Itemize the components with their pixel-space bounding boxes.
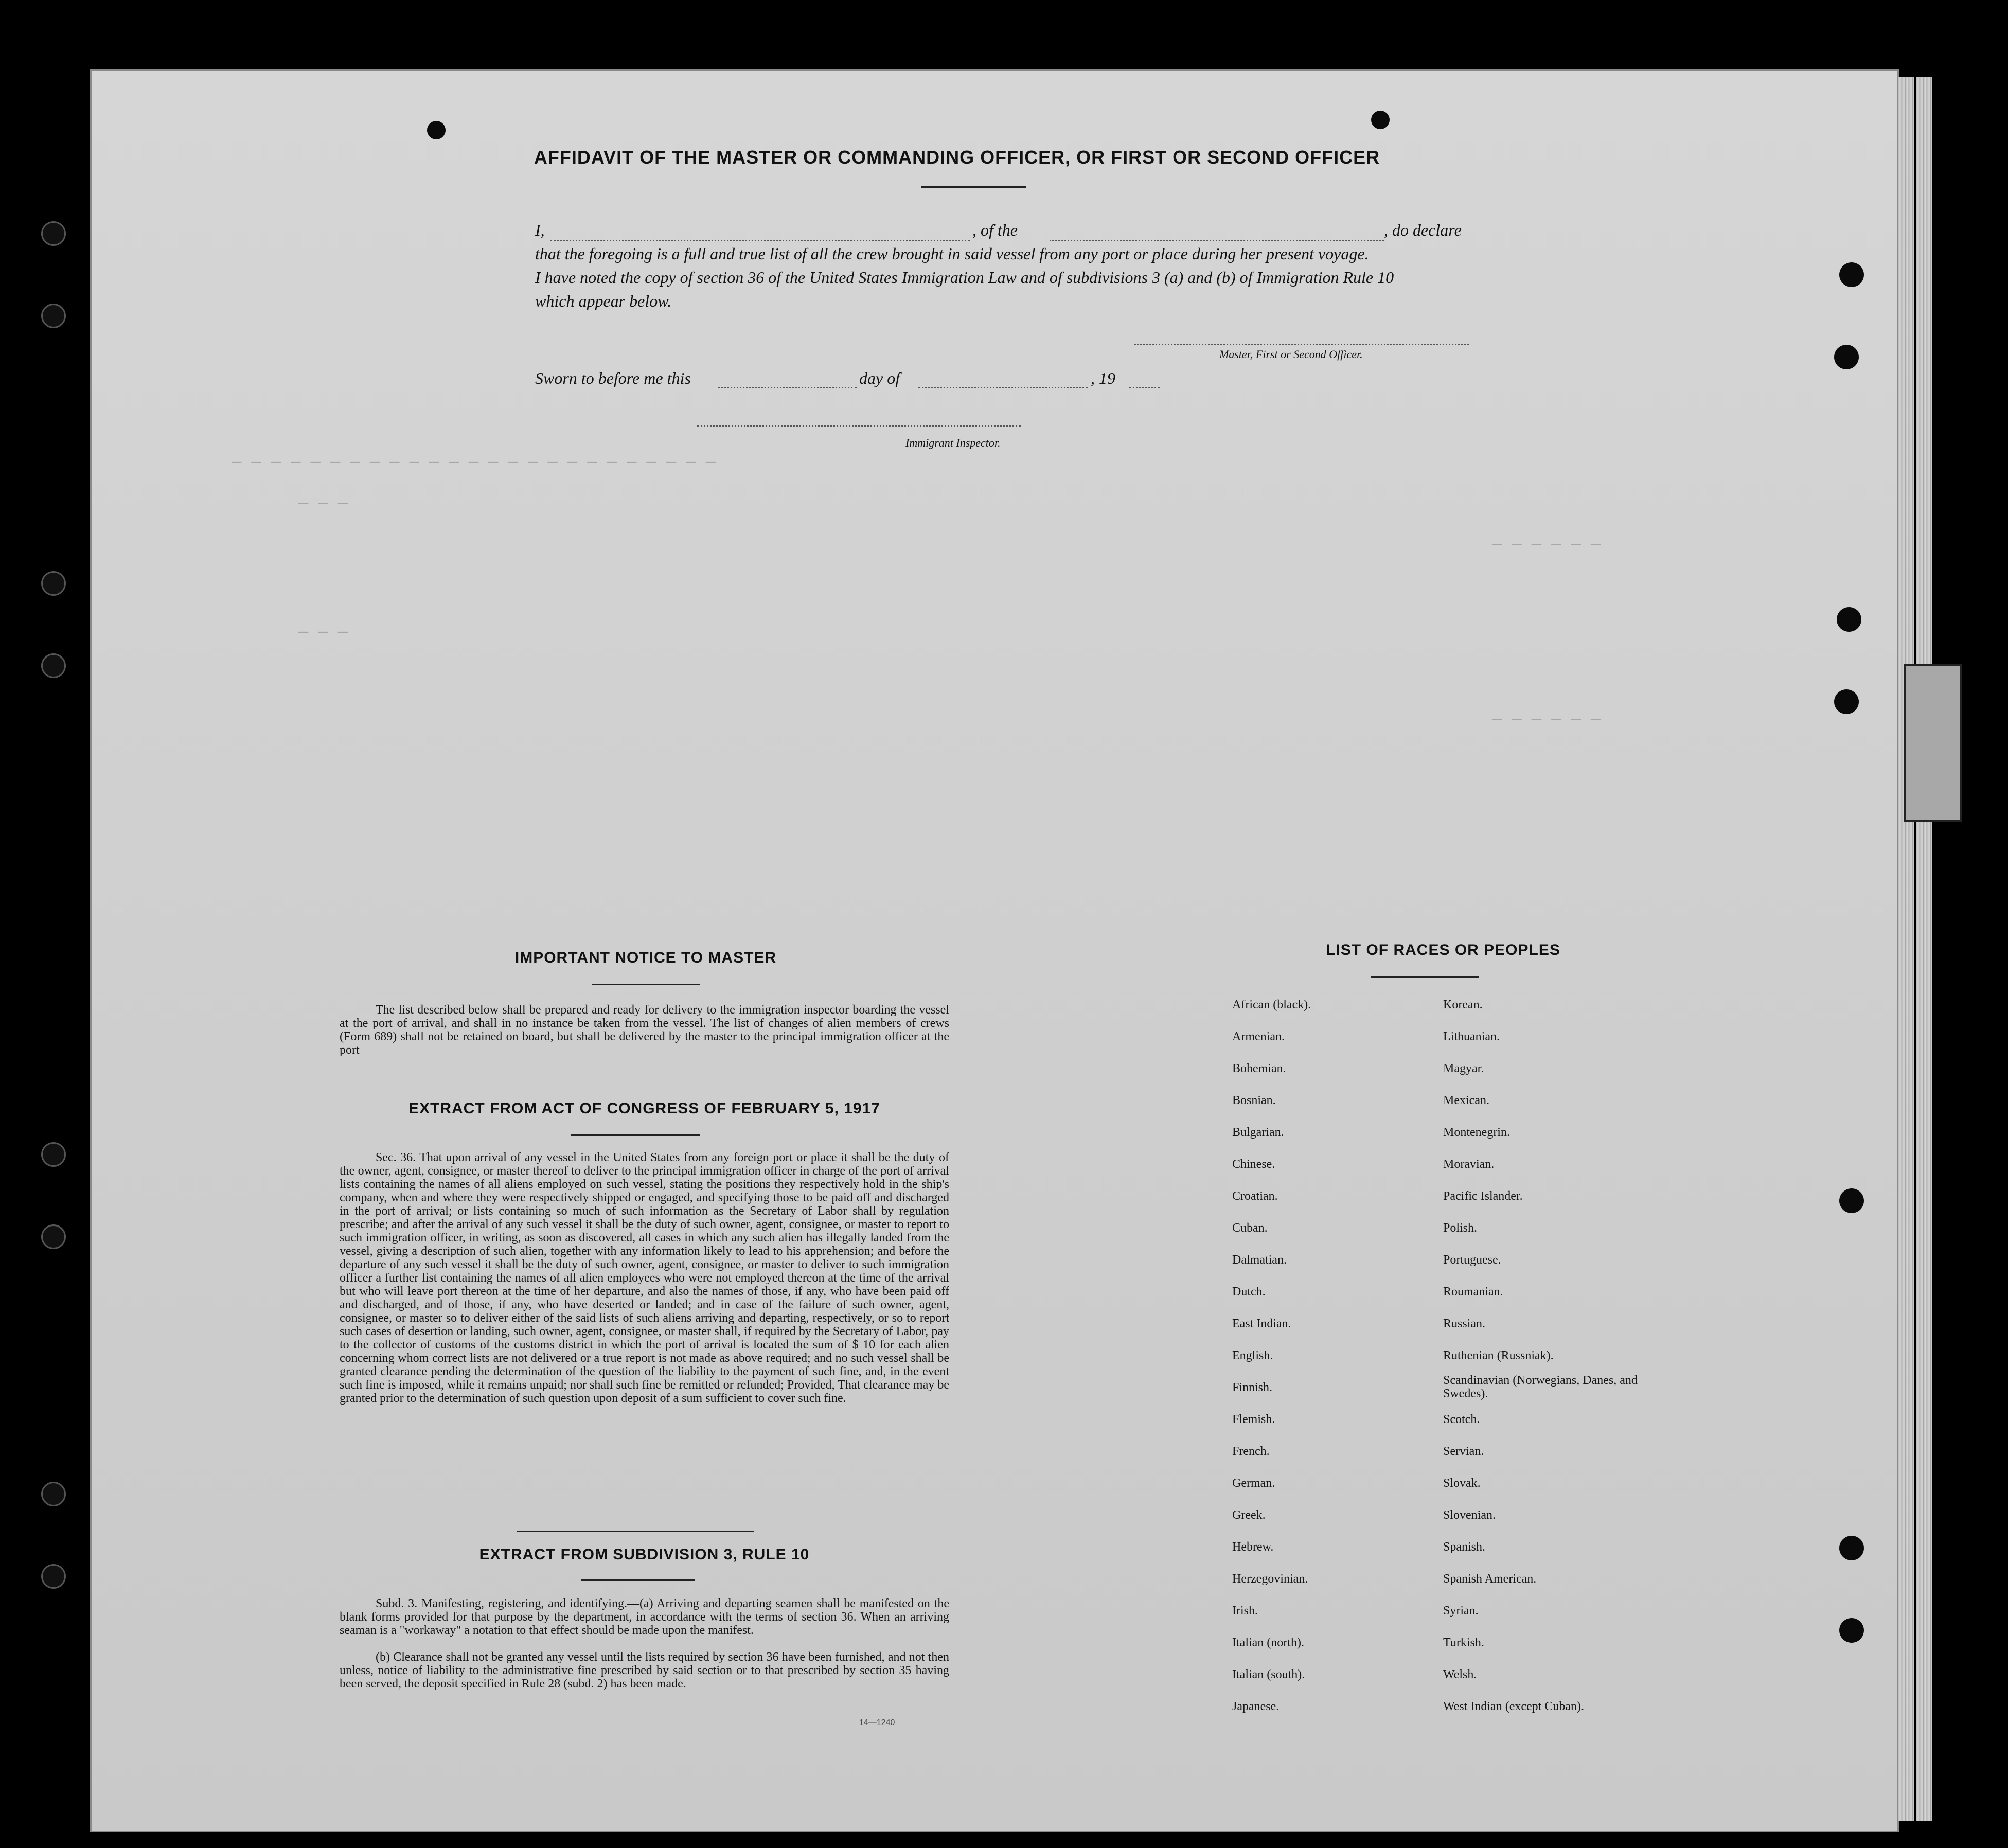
sworn-month-field[interactable] xyxy=(918,387,1088,388)
races-title: LIST OF RACES OR PEOPLES xyxy=(1326,941,1560,958)
race-item: Hebrew. xyxy=(1232,1540,1274,1554)
punch-hole xyxy=(1834,689,1859,714)
bleed-through: — — — — — — xyxy=(1492,535,1601,554)
affidavit-title: AFFIDAVIT OF THE MASTER OR COMMANDING OFFICER, OR FIRST OR SECOND OFFICER xyxy=(534,147,1380,168)
race-item: Bosnian. xyxy=(1232,1094,1276,1107)
punch-hole xyxy=(1839,1536,1864,1560)
binder-hole xyxy=(41,304,66,328)
race-item: Herzegovinian. xyxy=(1232,1572,1308,1586)
race-item: French. xyxy=(1232,1445,1270,1458)
index-tab xyxy=(1904,664,1962,822)
race-item: Welsh. xyxy=(1443,1668,1477,1681)
race-item: Polish. xyxy=(1443,1221,1478,1235)
race-item: Scandinavian (Norwegians, Danes, and Swedes). xyxy=(1443,1374,1638,1400)
race-item: Mexican. xyxy=(1443,1094,1489,1107)
rule-title-rule xyxy=(581,1579,695,1581)
race-item: Flemish. xyxy=(1232,1413,1275,1426)
affidavit-text-line3: I have noted the copy of section 36 of the United States Immigration Law and of subdivisions 3 (a) and (b) of Immigration Rule 10 xyxy=(535,268,1394,287)
race-item: Dutch. xyxy=(1232,1285,1266,1299)
page-edge-right-2 xyxy=(1916,77,1932,1821)
year-text: , 19 xyxy=(1091,369,1115,387)
punch-hole xyxy=(1839,1188,1864,1213)
races-rule xyxy=(1371,976,1479,978)
race-item: Slovak. xyxy=(1443,1477,1481,1490)
race-item: Servian. xyxy=(1443,1445,1484,1458)
race-item: Korean. xyxy=(1443,998,1483,1011)
binder-hole xyxy=(41,1482,66,1506)
race-item: Spanish American. xyxy=(1443,1572,1537,1586)
race-item: Chinese. xyxy=(1232,1158,1275,1171)
binder-hole xyxy=(41,221,66,246)
race-item: English. xyxy=(1232,1349,1273,1362)
race-item: Slovenian. xyxy=(1443,1508,1496,1522)
punch-hole xyxy=(427,121,446,139)
race-item: Bulgarian. xyxy=(1232,1126,1284,1139)
race-item: Bohemian. xyxy=(1232,1062,1286,1075)
affidavit-of-the: , of the xyxy=(972,221,1018,239)
inspector-signature-field[interactable] xyxy=(697,425,1021,427)
punch-hole xyxy=(1834,345,1859,369)
binder-hole xyxy=(41,1564,66,1589)
binder-hole xyxy=(41,1142,66,1167)
race-item: Cuban. xyxy=(1232,1221,1268,1235)
race-item: Spanish. xyxy=(1443,1540,1486,1554)
day-of-text: day of xyxy=(859,369,900,387)
signature-caption: Master, First or Second Officer. xyxy=(1219,348,1363,361)
act-text: Sec. 36. That upon arrival of any vessel in the United States from any foreign port or place it shall be the duty of the owner, agent, consignee, or master thereof to deliver to the principal immigration officer in charge of the port of arrival lists containing the names of all aliens employed on such vessel, stating the positions they respectively hold in the ship's company, when and where they were respectively shipped or engaged, and specifying those to be paid off and discharged in the port of arrival; or lists containing so much of such information as the Secretary of Labor shall by regulation prescribe; and after the arrival of any such vessel it shall be the duty of such owner, agent, consignee, or master to report to such immigration officer, in writing, as soon as discovered, all cases in which any such alien has illegally landed from the vessel, giving a description of such alien, together with any information likely to lead to his apprehension; and before the departure of any such vessel it shall be the duty of such owner, agent, consignee, or master to deliver to such immigration officer a further list containing the names of all alien employees who were not employed thereon at the time of the arrival but who will leave port thereon at the time of her departure, and also the names of those, if any, who have been paid off and discharged, and of those, if any, who have deserted or landed; and in case of the failure of such owner, agent, consignee, or master so to deliver either of the said lists of such aliens arriving and departing, respectively, or so to report such cases of desertion or landing, such owner, agent, consignee, or master shall, if required by the Secretary of Labor, pay to the collector of customs of the customs district in which the port of arrival is located the sum of $ 10 for each alien concerning whom correct lists are not delivered or a true report is not made as above required; and no such vessel shall be granted clearance pending the determination of the question of the liability to the payment of such fine, and, in the event such fine is imposed, while it remains unpaid; nor shall such fine be remitted or refunded; Provided, That clearance may be granted prior to the determination of such question upon deposit of a sum sufficient to cover such fine. xyxy=(340,1151,949,1405)
race-item: Ruthenian (Russniak). xyxy=(1443,1349,1554,1362)
race-item: Italian (north). xyxy=(1232,1636,1304,1649)
race-item: Turkish. xyxy=(1443,1636,1484,1649)
bleed-through: — — — xyxy=(298,623,348,642)
race-item: Croatian. xyxy=(1232,1189,1278,1203)
race-item: Syrian. xyxy=(1443,1604,1479,1618)
race-item: Finnish. xyxy=(1232,1381,1273,1394)
bleed-through: — — — — — — xyxy=(1492,710,1601,729)
affidavit-text-line2: that the foregoing is a full and true list of all the crew brought in said vessel from any port or place during her present voyage. xyxy=(535,244,1369,263)
race-item: Armenian. xyxy=(1232,1030,1285,1043)
race-item: Japanese. xyxy=(1232,1700,1280,1713)
punch-hole xyxy=(1839,1618,1864,1643)
race-item: Pacific Islander. xyxy=(1443,1189,1523,1203)
punch-hole xyxy=(1839,262,1864,287)
binder-hole xyxy=(41,1224,66,1249)
race-item: Montenegrin. xyxy=(1443,1126,1510,1139)
notice-rule xyxy=(592,984,700,985)
affidavit-text-line4: which appear below. xyxy=(535,292,672,310)
punch-hole xyxy=(1371,111,1390,129)
rule-text-b: (b) Clearance shall not be granted any vessel until the lists required by section 36 have been furnished, and not then unless, notice of liability to the administrative fine prescribed by said section or to that prescribed by section 35 having been served, the deposit specified in Rule 28 (subd. 2) has been made. xyxy=(340,1650,949,1691)
punch-hole xyxy=(1837,607,1861,632)
race-item: German. xyxy=(1232,1477,1275,1490)
race-item: African (black). xyxy=(1232,998,1311,1011)
race-item: Portuguese. xyxy=(1443,1253,1501,1267)
notice-text: The list described below shall be prepared and ready for delivery to the immigration inspector boarding the vessel at the port of arrival, and shall in no instance be taken from the vessel. The list of changes of alien members of crews (Form 689) shall not be retained on board, but shall be delivered by the master to the principal immigration officer at the port xyxy=(340,1003,949,1057)
race-item: Magyar. xyxy=(1443,1062,1484,1075)
binder-hole xyxy=(41,653,66,678)
affidavit-declare: , do declare xyxy=(1384,221,1462,239)
race-item: Dalmatian. xyxy=(1232,1253,1287,1267)
signature-field[interactable] xyxy=(1134,344,1469,345)
race-item: Irish. xyxy=(1232,1604,1258,1618)
race-item: Moravian. xyxy=(1443,1158,1495,1171)
sworn-year-field[interactable] xyxy=(1129,387,1160,388)
act-end-rule xyxy=(517,1531,754,1532)
act-title: EXTRACT FROM ACT OF CONGRESS OF FEBRUARY 5, 1917 xyxy=(408,1100,880,1117)
rule-title: EXTRACT FROM SUBDIVISION 3, RULE 10 xyxy=(479,1546,810,1563)
form-number: 14—1240 xyxy=(859,1718,895,1727)
notice-title: IMPORTANT NOTICE TO MASTER xyxy=(514,949,777,966)
act-rule xyxy=(571,1134,700,1136)
inspector-caption: Immigrant Inspector. xyxy=(905,436,1001,449)
race-item: Italian (south). xyxy=(1232,1668,1305,1681)
race-item: Scotch. xyxy=(1443,1413,1480,1426)
sworn-day-field[interactable] xyxy=(718,387,857,388)
title-rule xyxy=(921,186,1026,188)
binder-hole xyxy=(41,571,66,596)
race-item: Roumanian. xyxy=(1443,1285,1503,1299)
name-field[interactable] xyxy=(550,240,970,241)
race-item: East Indian. xyxy=(1232,1317,1291,1330)
rule-text-a: Subd. 3. Manifesting, registering, and identifying.—(a) Arriving and departing seamen shall be manifested on the blank forms provided for that purpose by the department, in accordance with the terms of section 36. When an arriving seaman is a "workaway" a notation to that effect should be made upon the manifest. xyxy=(340,1597,949,1637)
bleed-through: — — — xyxy=(298,494,348,513)
affidavit-i: I, xyxy=(535,221,545,239)
race-item: West Indian (except Cuban). xyxy=(1443,1700,1584,1713)
race-item: Greek. xyxy=(1232,1508,1266,1522)
page-edge-right xyxy=(1898,77,1914,1821)
bleed-through: — — — — — — — — — — — — — — — — — — — — — — — — — xyxy=(232,453,716,472)
vessel-field[interactable] xyxy=(1050,240,1384,241)
sworn-text: Sworn to before me this xyxy=(535,369,691,387)
race-item: Russian. xyxy=(1443,1317,1486,1330)
race-item: Lithuanian. xyxy=(1443,1030,1500,1043)
